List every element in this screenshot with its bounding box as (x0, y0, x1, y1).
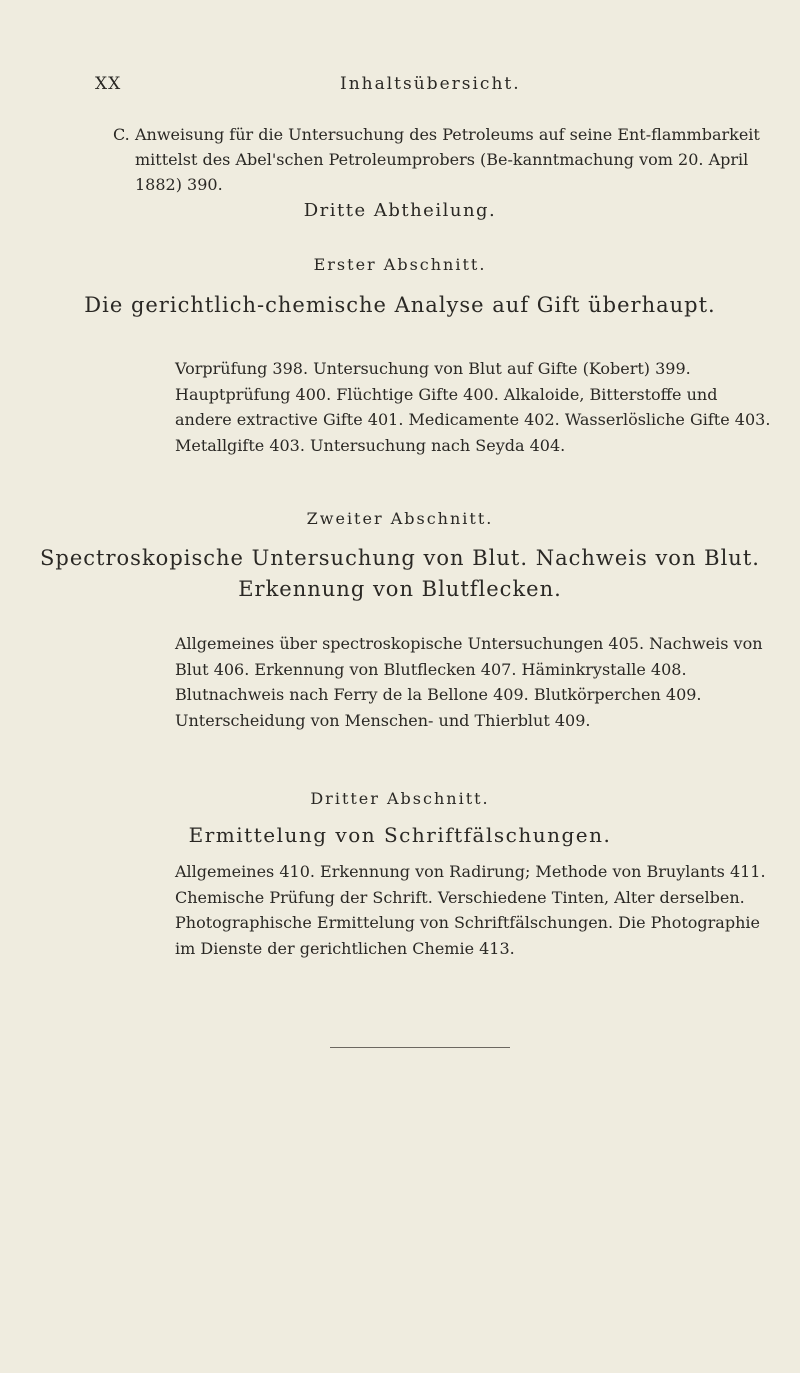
section-title: Die gerichtlich-chemische Analyse auf Gift überhaupt. (84, 293, 716, 317)
running-title: Inhaltsübersicht. (340, 74, 521, 94)
section-body: Allgemeines über spectroskopische Untersuchungen 405. Nachweis von Blut 406. Erkennung von Blutflecken 407. Häminkrystalle 408. Blutnachweis nach Ferry de la Bellone 409. Blutkörperchen 409. Unterscheidung von Menschen- und Thierblut 409. (175, 634, 763, 730)
item-label: C. (113, 125, 130, 144)
section-label: Zweiter Abschnitt. (306, 509, 494, 528)
running-head (0, 74, 800, 100)
section-title: Spectroskopische Untersuchung von Blut. Nachweis von Blut. Erkennung von Blutflecken. (40, 546, 760, 601)
toc-item-c (113, 122, 775, 197)
closing-rule (330, 1047, 510, 1048)
part-heading: Dritte Abtheilung. (303, 200, 497, 221)
section-body: Allgemeines 410. Erkennung von Radirung; Methode von Bruylants 411. Chemische Prüfung der Schrift. Verschiedene Tinten, Alter derselben. Photographische Ermittelung von Schriftfälschungen. Die Photographie im Dienste der gerichtlichen Chemie 413. (175, 862, 766, 958)
section-label: Erster Abschnitt. (313, 255, 487, 274)
section-title: Ermittelung von Schriftfälschungen. (188, 823, 612, 847)
section-body: Vorprüfung 398. Untersuchung von Blut auf Gifte (Kobert) 399. Hauptprüfung 400. Flüchtige Gifte 400. Alkaloide, Bitterstoffe und andere extractive Gifte 401. Medicamente 402. Wasserlösliche Gifte 403. Metallgifte 403. Untersuchung nach Seyda 404. (175, 359, 771, 455)
page-number: XX (95, 74, 122, 94)
section-label: Dritter Abschnitt. (310, 789, 490, 808)
item-text: Anweisung für die Untersuchung des Petroleums auf seine Ent-flammbarkeit mittelst des Abel'schen Petroleumprobers (Be-kanntmachung vom 20. April 1882) 390. (135, 125, 760, 194)
